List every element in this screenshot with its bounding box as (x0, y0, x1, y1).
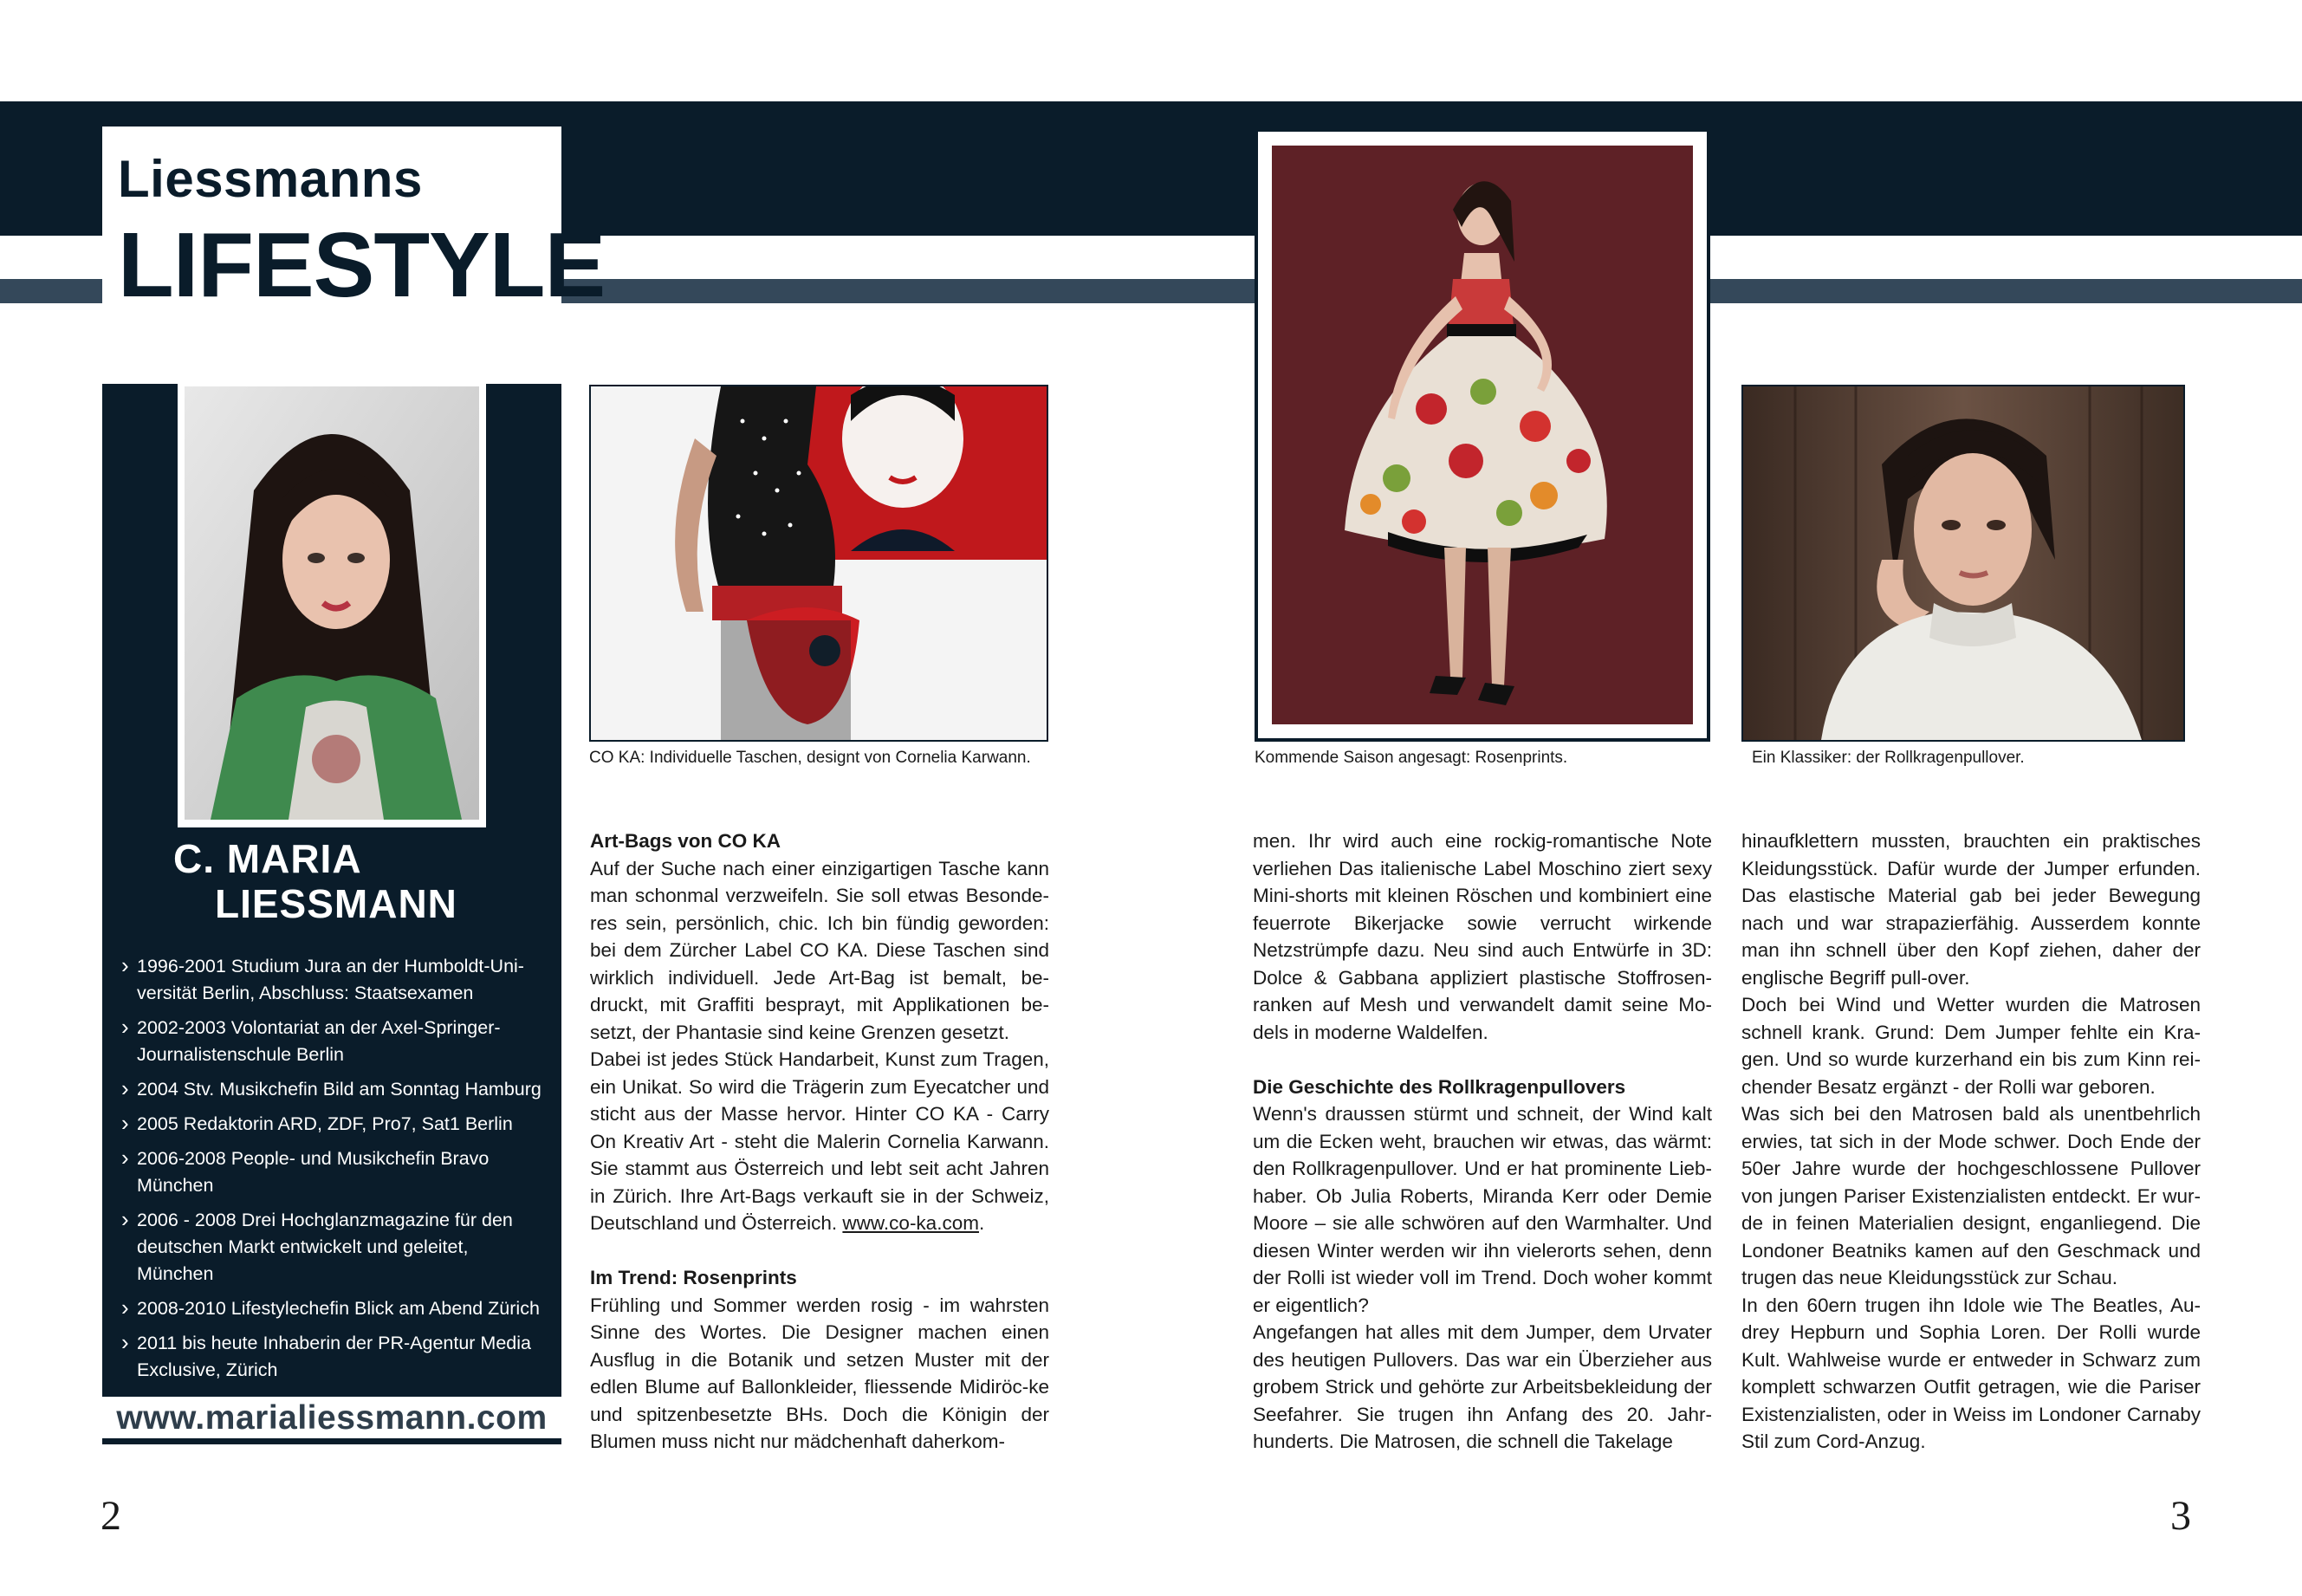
photo-rollkragen (1741, 385, 2185, 742)
profile-name-last: LIESSMANN (215, 881, 457, 926)
paragraph: Angefangen hat alles mit dem Jumper, dem Urvater des heutigen Pullovers. Das war ein Überzieher aus grobem Strick und gehörte zur Arbeitsbekleidung der Seefahrer. Sie trugen ihn Anfang des 20. Jahr-hunderts. Die Matrosen, die schnell die Takelage (1253, 1321, 1712, 1452)
paragraph: Frühling und Sommer werden rosig - im wahrsten Sinne des Wortes. Die Designer machen einen Ausflug in die Botanik und setzen Muster mit der edlen Blume auf Ballonkleider, fliessende Midiröc-ke und spitzenbesetzte BHs. Doch die Königin der Blumen muss nicht nur mädchenhaft daherkom- (590, 1294, 1049, 1452)
cv-item: › 2004 Stv. Musikchefin Bild am Sonntag Hamburg (121, 1076, 546, 1103)
paragraph: men. Ihr wird auch eine rockig-romantische Note verliehen Das italienische Label Moschino ziert sexy Mini-shorts mit kleinen Röschen und kombiniert eine feuerrote Bikerjacke sowie verrucht wirkende Netzstrümpfe dazu. Neu sind auch Entwürfe in 3D: Dolce & Gabbana appliziert plastische Stoffrosen-ranken auf Mesh und verwandelt damit seine Mo-dels in moderne Waldelfen. (1253, 830, 1712, 1043)
website-underline (102, 1438, 561, 1444)
paragraph: In den 60ern trugen ihn Idole wie The Beatles, Au-drey Hepburn und Sophia Loren. Der Rolli wurde Kult. Wahlweise wurde er entweder in Schwarz zum komplett schwarzen Outfit getragen, wie die Pariser Existenzialisten, oder in Weiss im Londoner Carnaby Stil zum Cord-Anzug. (1741, 1294, 2201, 1452)
article-column-2 (1253, 827, 1712, 1456)
portrait-photo (185, 386, 479, 820)
cv-item: › 2011 bis heute Inhaberin der PR-Agentur Media Exclusive, Zürich (121, 1330, 546, 1384)
cv-item: › 1996-2001 Studium Jura an der Humboldt-Uni-versität Berlin, Abschluss: Staatsexamen (121, 953, 546, 1007)
cv-item: › 2002-2003 Volontariat an der Axel-Springer-Journalistenschule Berlin (121, 1015, 546, 1068)
paragraph: Doch bei Wind und Wetter wurden die Matrosen schnell krank. Grund: Dem Jumper fehlte ein Kra-gen. Und so wurde kurzerhand ein bis zum Kinn rei-chender Besatz ergänzt - der Rolli war geboren. (1741, 994, 2201, 1098)
coka-link[interactable]: www.co-ka.com (842, 1212, 979, 1234)
cv-item: › 2006 - 2008 Drei Hochglanzmagazine für den deutschen Markt entwickelt und geleitet, München (121, 1207, 546, 1288)
photo-coka-bag (589, 385, 1048, 742)
article-column-1 (590, 827, 1049, 1456)
paragraph: hinaufklettern mussten, brauchten ein praktisches Kleidungsstück. Dafür wurde der Jumper erfunden. Das elastische Material gab bei jeder Bewegung nach und war strapazierfähig. Ausserdem konnte man ihn schnell über den Kopf ziehen, daher der englische Begriff pull-over. (1741, 830, 2201, 989)
caption-photo2: Kommende Saison angesagt: Rosenprints. (1255, 749, 1568, 767)
cv-item: › 2006-2008 People- und Musikchefin Bravo München (121, 1145, 546, 1199)
paragraph: Dabei ist jedes Stück Handarbeit, Kunst zum Tragen, ein Unikat. So wird die Trägerin zum Eyecatcher und sticht aus der Masse hervor. Hinter CO KA - Carry On Kreativ Art - steht die Malerin Cornelia Karwann. Sie stammt aus Österreich und lebt seit acht Jahren in Zürich. Ihre Art-Bags verkauft sie in der Schweiz, Deutschland und Österreich. www.co-ka.com. (590, 1048, 1049, 1234)
photo-rosenprints (1255, 128, 1710, 742)
heading-rosenprints: Im Trend: Rosenprints (590, 1267, 797, 1288)
cv-item: › 2005 Redaktorin ARD, ZDF, Pro7, Sat1 Berlin (121, 1111, 546, 1138)
heading-rollkragen: Die Geschichte des Rollkragenpullovers (1253, 1075, 1626, 1098)
page-number-right: 3 (2170, 1493, 2191, 1539)
heading-art-bags: Art-Bags von CO KA (590, 830, 781, 852)
website-link[interactable]: www.marialiessmann.com (116, 1399, 548, 1437)
paragraph: Wenn's draussen stürmt und schneit, der Wind kalt um die Ecken weht, brauchen wir etwas, das wärmt: den Rollkragenpullover. Und er hat prominente Lieb-haber. Ob Julia Roberts, Miranda Kerr oder Demie Moore – sie alle schwören auf den Warmhalter. Und diesen Winter werden wir ihn vielerorts sehen, denn der Rolli ist wieder voll im Trend. Doch woher kommt er eigentlich? (1253, 1103, 1712, 1316)
paragraph: Auf der Suche nach einer einzigartigen Tasche kann man schonmal verzweifeln. Sie soll etwas Besonde-res sein, persönlich, chic. Ich bin fündig geworden: bei dem Zürcher Label CO KA. Diese Taschen sind wirklich individuell. Jede Art-Bag ist bemalt, be-druckt, mit Graffiti besprayt, mit Applikationen be-setzt, der Phantasie sind keine Grenzen gesetzt. (590, 857, 1049, 1043)
caption-photo1: CO KA: Individuelle Taschen, designt von Cornelia Karwann. (589, 749, 1031, 767)
title-big: LIFESTYLE (118, 214, 606, 316)
caption-photo3: Ein Klassiker: der Rollkragenpullover. (1752, 749, 2025, 767)
page-number-left: 2 (101, 1493, 121, 1539)
title-small: Liessmanns (118, 150, 423, 208)
cv-item: › 2008-2010 Lifestylechefin Blick am Abend Zürich (121, 1295, 546, 1322)
cv-list (121, 953, 546, 1392)
paragraph: Was sich bei den Matrosen bald als unentbehrlich erwies, tat sich in der Mode schwer. Doch Ende der 50er Jahre wurde der hochgeschlossene Pullover von jungen Pariser Existenzialisten entdeckt. Er wur-de in feinen Materialien designt, enganliegend. Die Londoner Beatniks kamen auf den Geschmack und trugen das neue Kleidungsstück zur Schau. (1741, 1103, 2201, 1288)
article-column-3 (1741, 827, 2201, 1456)
profile-name-first: C. MARIA (173, 836, 362, 881)
